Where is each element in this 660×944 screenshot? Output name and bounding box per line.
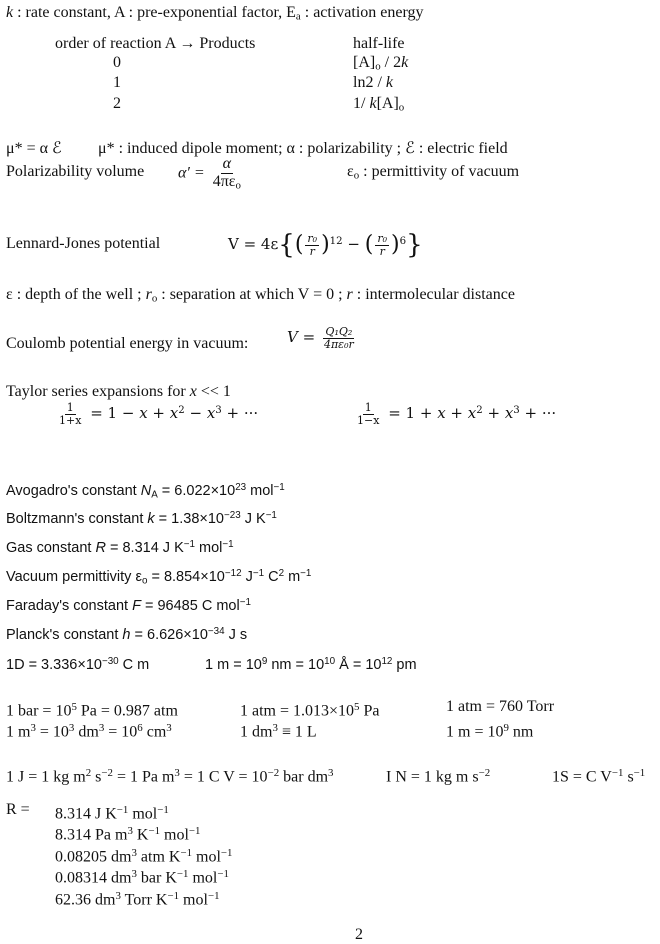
text-segment: x — [467, 404, 477, 423]
gas-constant-label: R = — [6, 801, 30, 818]
denominator-text: 4πε — [212, 172, 236, 190]
text-segment: 3 — [166, 722, 172, 734]
text-segment: s — [91, 768, 102, 786]
text-segment: atm K — [136, 848, 181, 866]
unit-conversion — [446, 718, 533, 742]
numerator: r₀ — [307, 232, 318, 246]
exponent: 6 — [399, 236, 407, 247]
text-segment: Pa = 0.987 atm — [76, 702, 178, 720]
text-segment: −1 — [148, 825, 161, 837]
text-segment: mol — [192, 848, 221, 866]
text-segment: 9 — [503, 722, 509, 734]
fraction — [355, 402, 381, 426]
text-segment: 23 — [235, 482, 247, 493]
text-segment: : separation at which V = 0 ; — [157, 286, 347, 303]
text-segment: 3 — [174, 767, 180, 779]
text-segment: : activation energy — [300, 4, 424, 21]
constant-boltzmann — [6, 506, 277, 529]
text-segment: ln2 / — [353, 74, 386, 91]
text-segment: Gas constant — [6, 539, 96, 556]
text-segment: −1 — [220, 847, 233, 859]
text-segment: A — [151, 489, 158, 501]
text-segment: −1 — [183, 539, 195, 550]
text-segment: mol — [160, 826, 189, 844]
text-segment: C m — [118, 656, 150, 673]
fraction — [322, 326, 356, 350]
denominator: r — [309, 244, 315, 258]
text-segment: 1/ — [353, 95, 370, 112]
text-segment: / 2 — [380, 54, 402, 71]
polarizability-formula — [178, 156, 245, 192]
text-segment: mol — [194, 539, 223, 556]
text-segment: 2 — [85, 767, 92, 779]
text-segment: + — [147, 404, 170, 423]
permittivity-description — [347, 162, 519, 186]
text-segment: Boltzmann's constant — [6, 510, 148, 527]
length-conversion — [205, 652, 417, 675]
text-segment: 3 — [131, 868, 137, 880]
text-segment: −1 — [176, 868, 189, 880]
text-segment: −1 — [300, 568, 312, 579]
text-segment: + ··· — [221, 404, 259, 423]
text-segment: −1 — [239, 597, 251, 608]
text-segment: Torr K — [120, 891, 168, 909]
text-segment: F — [132, 597, 141, 614]
text-segment: Avogadro's constant — [6, 482, 141, 499]
text-segment: : rate constant, A : pre-exponential factor, E — [13, 4, 296, 21]
denominator: 1+x — [59, 413, 82, 427]
text-segment: − — [184, 404, 207, 423]
text-segment: [A] — [376, 95, 399, 112]
text-segment: o — [151, 292, 158, 305]
taylor-expansion-1 — [55, 401, 258, 426]
text-segment: = 10 — [104, 723, 138, 741]
lennard-jones-formula — [228, 222, 423, 265]
text-segment: −2 — [101, 767, 113, 779]
text-segment: = 1 Pa m — [112, 768, 175, 786]
text-segment: 8.314 J K — [55, 805, 117, 823]
text-segment: −1 — [273, 482, 285, 493]
paren: ( — [294, 232, 304, 258]
paren: ) — [391, 232, 400, 258]
exponent: 12 — [329, 236, 343, 247]
brace: } — [406, 230, 423, 261]
text-segment: −1 — [222, 539, 234, 550]
text-segment: = 1.38×10 — [154, 510, 224, 527]
text-segment: Planck's constant — [6, 626, 123, 643]
brace: { — [278, 230, 295, 261]
gas-constant-value — [55, 886, 220, 910]
table-header-order: order of reaction A → Products — [55, 35, 256, 52]
formula-lhs: V = — [287, 328, 316, 347]
dipole-equation: μ* = α ℰ — [6, 140, 62, 157]
numerator: 1 — [66, 401, 74, 415]
constant-gas — [6, 535, 234, 558]
text-segment: 3 — [513, 405, 520, 416]
text-segment: s — [623, 768, 634, 786]
fraction — [57, 402, 83, 426]
text-segment: C — [264, 568, 279, 585]
unit-conversion — [6, 718, 172, 742]
fraction — [305, 233, 319, 257]
text-segment: 3 — [68, 722, 75, 734]
numerator: Q₁Q₂ — [325, 325, 353, 338]
lennard-jones-description — [6, 285, 515, 309]
text-segment: −1 — [188, 825, 201, 837]
page-number: 2 — [355, 926, 363, 943]
table-cell-order: 0 — [113, 54, 121, 71]
text-segment: x — [206, 404, 216, 423]
numerator: r₀ — [377, 232, 388, 246]
text-segment: 1D = 3.336×10 — [6, 656, 102, 673]
text-segment: mol — [179, 891, 208, 909]
text-segment: cm — [142, 723, 167, 741]
text-segment: = 1 − — [85, 404, 140, 423]
formula-lhs: α′ = — [178, 164, 205, 182]
table-cell-half-life — [353, 73, 393, 93]
text-segment: = 10 — [35, 723, 69, 741]
text-segment: : permittivity of vacuum — [359, 163, 520, 180]
text-segment: 0.08314 dm — [55, 869, 132, 887]
text-segment: k — [401, 54, 409, 71]
text-segment: Pa — [359, 702, 380, 720]
constant-faraday — [6, 593, 251, 616]
text-segment: k — [385, 74, 393, 91]
text-segment: ε — [347, 163, 354, 180]
text-segment: mol — [246, 482, 274, 499]
unit-conversion — [240, 718, 317, 742]
text-segment: mol — [188, 869, 218, 887]
text-segment: 2 — [178, 405, 185, 416]
text-segment: −2 — [478, 767, 491, 779]
text-segment: mol — [128, 805, 158, 823]
text-segment: m — [284, 568, 301, 585]
text-segment: 3 — [98, 722, 105, 734]
dipole-description: μ* : induced dipole moment; α : polarizability ; ℰ : electric field — [98, 140, 508, 157]
table-header-half-life: half-life — [353, 35, 405, 52]
text-segment: o — [353, 169, 360, 182]
text-segment: 1 m = 10 — [205, 656, 262, 673]
text-segment: −1 — [157, 804, 169, 816]
text-segment: −1 — [611, 767, 624, 779]
text-segment: ε : depth of the well ; — [6, 286, 146, 303]
text-segment: r — [145, 286, 152, 303]
text-segment: << 1 — [196, 383, 231, 400]
text-segment: r — [346, 286, 353, 303]
taylor-title — [6, 382, 231, 402]
text-segment: 1 m — [6, 723, 31, 741]
text-segment: x — [437, 404, 446, 423]
numerator: 1 — [364, 401, 372, 415]
text-segment: x — [139, 404, 148, 423]
text-segment: k — [6, 4, 14, 21]
text-segment: k — [147, 510, 155, 527]
text-segment: R — [95, 539, 106, 556]
text-segment: −1 — [265, 510, 277, 521]
fraction — [375, 233, 389, 257]
fraction — [211, 156, 243, 192]
text-segment: = 8.854×10 — [147, 568, 225, 585]
text-segment: k — [369, 95, 377, 112]
text-segment: J s — [224, 626, 248, 643]
text-segment: o — [398, 101, 405, 114]
text-segment: −1 — [633, 767, 646, 779]
minus-sign: − — [347, 235, 360, 254]
text-segment: −1 — [217, 868, 229, 880]
polarizability-label: Polarizability volume — [6, 163, 145, 180]
unit-conversion — [6, 763, 333, 787]
text-segment: nm — [508, 723, 534, 741]
text-segment: 10 — [324, 656, 336, 667]
unit-conversion — [552, 763, 645, 787]
text-segment: o — [141, 575, 148, 587]
constant-debye — [6, 652, 149, 675]
expansion — [85, 404, 258, 422]
denominator — [211, 174, 243, 192]
subscript: o — [235, 179, 241, 192]
constant-planck — [6, 622, 247, 645]
table-cell-half-life — [353, 94, 404, 118]
text-segment: 1 dm — [240, 723, 273, 741]
text-segment: I N = 1 kg m s — [386, 768, 479, 786]
text-segment: −2 — [267, 767, 280, 779]
text-segment: 3 — [127, 825, 133, 837]
text-segment: −23 — [224, 510, 241, 521]
text-segment: Faraday's constant — [6, 597, 133, 614]
text-segment: −1 — [116, 804, 129, 816]
text-segment: 1S = C V — [552, 768, 612, 786]
text-segment: 8.314 Pa m — [55, 826, 128, 844]
text-segment: 3 — [272, 722, 278, 734]
text-segment: 2 — [278, 568, 285, 579]
denominator: 4πε₀r — [323, 337, 354, 351]
text-segment: = 1 C V = 10 — [179, 768, 268, 786]
text-segment: −1 — [252, 568, 265, 579]
paren: ) — [321, 232, 330, 258]
expansion — [383, 404, 556, 422]
text-segment: [A] — [353, 54, 376, 71]
text-segment: 3 — [328, 767, 334, 779]
text-segment: 1 bar = 10 — [6, 702, 72, 720]
text-segment: x — [504, 404, 514, 423]
text-segment: −1 — [207, 890, 220, 902]
text-segment: N — [140, 482, 152, 499]
text-segment: bar K — [136, 869, 177, 887]
paren: ( — [364, 232, 374, 258]
definitions-line — [6, 3, 424, 27]
denominator: 1−x — [357, 413, 380, 427]
text-segment: 3 — [115, 890, 121, 902]
text-segment: 3 — [215, 405, 222, 416]
text-segment: Taylor series expansions for — [6, 383, 190, 400]
numerator: α — [222, 155, 232, 172]
text-segment: nm = 10 — [267, 656, 325, 673]
text-segment: 6 — [137, 722, 143, 734]
text-segment: 9 — [261, 656, 268, 667]
text-segment: 2 — [476, 405, 483, 416]
unit-conversion — [386, 763, 490, 787]
coulomb-label: Coulomb potential energy in vacuum: — [6, 335, 249, 352]
constant-avogadro — [6, 478, 285, 505]
gas-constant-value — [55, 821, 201, 845]
text-segment: = 96485 C mol — [140, 597, 240, 614]
text-segment: = 6.626×10 — [130, 626, 208, 643]
taylor-expansion-2 — [353, 401, 556, 426]
table-cell-order: 2 — [113, 95, 121, 112]
text-segment: 3 — [131, 847, 137, 859]
text-segment: 5 — [354, 701, 360, 713]
table-cell-order: 1 — [113, 74, 121, 91]
gas-constant-value — [55, 864, 229, 888]
constant-vacuum-permittivity — [6, 564, 311, 591]
text-segment: 1 atm = 1.013×10 — [240, 702, 355, 720]
text-segment: 62.36 dm — [55, 891, 116, 909]
text-segment: x — [169, 404, 179, 423]
text-segment: K — [132, 826, 149, 844]
text-segment: −1 — [180, 847, 193, 859]
coulomb-formula — [287, 326, 358, 350]
text-segment: o — [375, 60, 381, 73]
text-segment: dm — [74, 723, 99, 741]
text-segment: Å = 10 — [335, 656, 382, 673]
text-segment: a — [295, 10, 301, 23]
denominator: r — [379, 244, 385, 258]
text-segment: J — [241, 568, 253, 585]
text-segment: 12 — [381, 656, 393, 667]
text-segment: −12 — [224, 568, 242, 579]
text-segment: −1 — [167, 890, 180, 902]
formula-lhs: V = 4ε — [228, 235, 279, 254]
text-segment: + ··· — [519, 404, 557, 423]
text-segment: 5 — [71, 701, 77, 713]
text-segment: 1 J = 1 kg m — [6, 768, 86, 786]
text-segment: bar dm — [279, 768, 329, 786]
text-segment: h — [122, 626, 131, 643]
unit-conversion — [446, 697, 554, 717]
text-segment: = 8.314 J K — [105, 539, 184, 556]
text-segment: = 1 + — [383, 404, 438, 423]
text-segment: 1 atm = 760 Torr — [446, 698, 555, 715]
text-segment: 1 m = 10 — [446, 723, 504, 741]
text-segment: −30 — [101, 656, 119, 667]
text-segment: 3 — [30, 722, 36, 734]
lennard-jones-label: Lennard-Jones potential — [6, 235, 161, 252]
text-segment: ≡ 1 L — [277, 723, 317, 741]
text-segment: : intermolecular distance — [352, 286, 515, 303]
text-segment: + — [445, 404, 468, 423]
text-segment: = 6.022×10 — [157, 482, 236, 499]
text-segment: −34 — [207, 626, 225, 637]
text-segment: pm — [392, 656, 417, 673]
text-segment: x — [189, 383, 197, 400]
text-segment: Vacuum permittivity ε — [6, 568, 142, 585]
text-segment: + — [482, 404, 505, 423]
text-segment: J K — [240, 510, 266, 527]
text-segment: 0.08205 dm — [55, 848, 132, 866]
